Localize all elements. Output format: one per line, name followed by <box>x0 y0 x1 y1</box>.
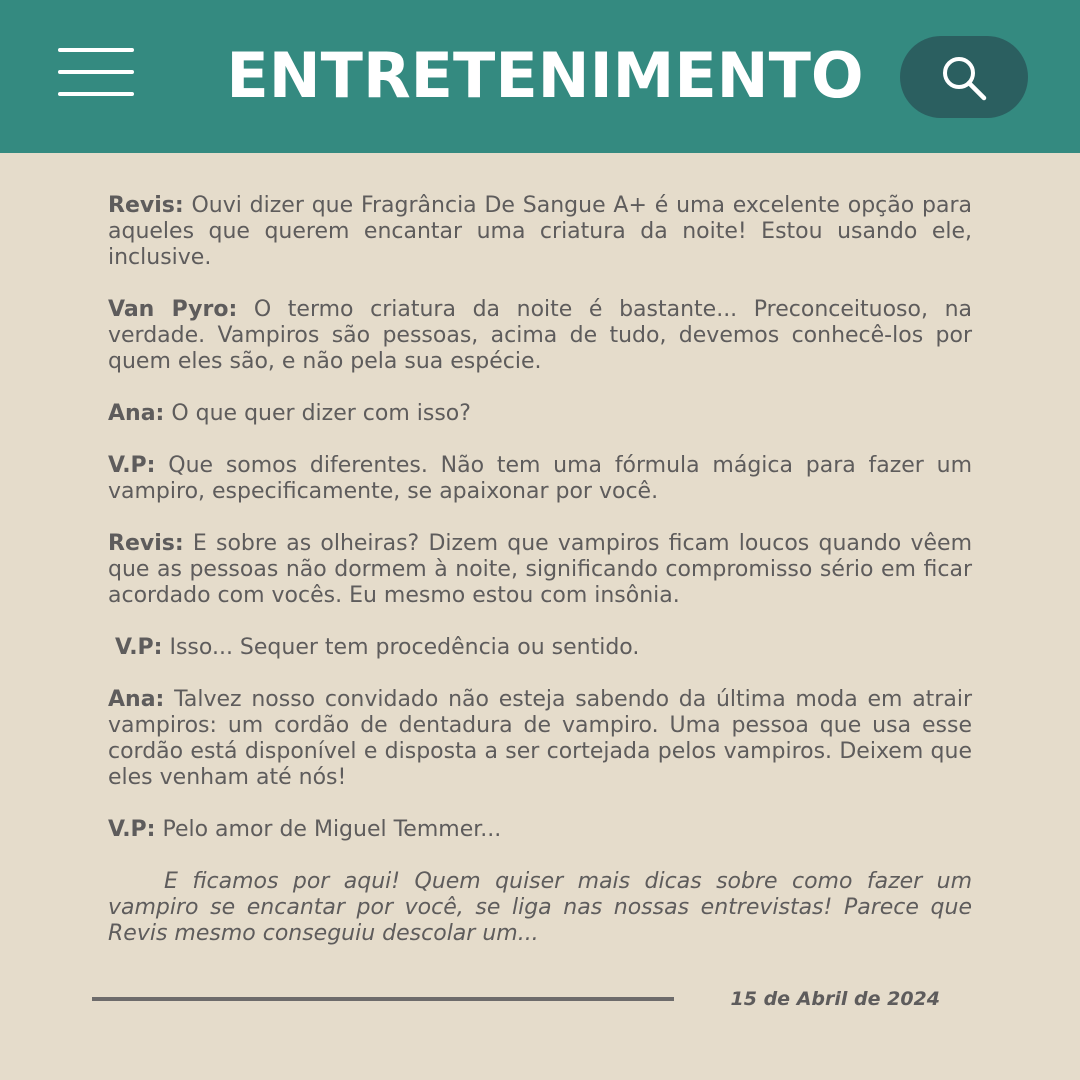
article-body <box>108 193 972 947</box>
dialogue-paragraph <box>108 687 972 791</box>
dialogue-paragraph <box>108 453 972 505</box>
dialogue-text: Isso... Sequer tem procedência ou sentido. <box>162 635 640 660</box>
speaker-name: Revis: <box>108 531 184 556</box>
page-title: ENTRETENIMENTO <box>226 39 864 112</box>
speaker-name: Revis: <box>108 193 184 218</box>
speaker-name: V.P: <box>108 817 156 842</box>
menu-line <box>58 48 134 52</box>
dialogue-text: Ouvi dizer que Fragrância De Sangue A+ é uma excelente opção para aqueles que querem encantar uma criatura da noite! Estou usando ele, inclusive. <box>108 193 972 270</box>
dialogue-text: O termo criatura da noite é bastante... Preconceituoso, na verdade. Vampiros são pessoas, acima de tudo, devemos conhecê-los por quem eles são, e não pela sua espécie. <box>108 297 973 374</box>
menu-line <box>58 70 134 74</box>
menu-line <box>58 92 134 96</box>
dialogue-paragraph <box>108 193 972 271</box>
footer-divider <box>92 997 674 1001</box>
dialogue-paragraph <box>108 817 972 843</box>
dialogue-paragraph <box>108 297 972 375</box>
closing-paragraph: E ficamos por aqui! Quem quiser mais dicas sobre como fazer um vampiro se encantar por você, se liga nas nossas entrevistas! Parece que Revis mesmo conseguiu descolar um... <box>108 869 972 946</box>
search-button[interactable] <box>900 36 1028 118</box>
speaker-name: Van Pyro: <box>108 297 238 322</box>
dialogue-text: E sobre as olheiras? Dizem que vampiros ficam loucos quando vêem que as pessoas não dormem à noite, significando compromisso sério em ficar acordado com vocês. Eu mesmo estou com insônia. <box>108 531 972 608</box>
dialogue-text: Que somos diferentes. Não tem uma fórmula mágica para fazer um vampiro, especificamente, se apaixonar por você. <box>108 453 972 504</box>
dialogue-paragraph <box>108 635 972 661</box>
search-icon <box>938 52 990 104</box>
speaker-name: V.P: <box>108 453 156 478</box>
dialogue-paragraph <box>108 531 972 609</box>
dialogue-paragraph <box>108 401 972 427</box>
hamburger-menu-icon[interactable] <box>58 48 136 98</box>
dialogue-text: O que quer dizer com isso? <box>164 401 471 426</box>
dialogue-text: Talvez nosso convidado não esteja sabendo da última moda em atrair vampiros: um cordão de dentadura de vampiro. Uma pessoa que usa esse cordão está disponível e disposta a ser cortejada pelos vampiros. Deixem que eles venham até nós! <box>108 687 972 790</box>
publication-date: 15 de Abril de 2024 <box>730 988 940 1010</box>
speaker-name: Ana: <box>108 687 165 712</box>
dialogue-text: Pelo amor de Miguel Temmer... <box>155 817 502 842</box>
header-bar <box>0 0 1080 153</box>
speaker-name: Ana: <box>108 401 165 426</box>
speaker-name: V.P: <box>115 635 163 660</box>
